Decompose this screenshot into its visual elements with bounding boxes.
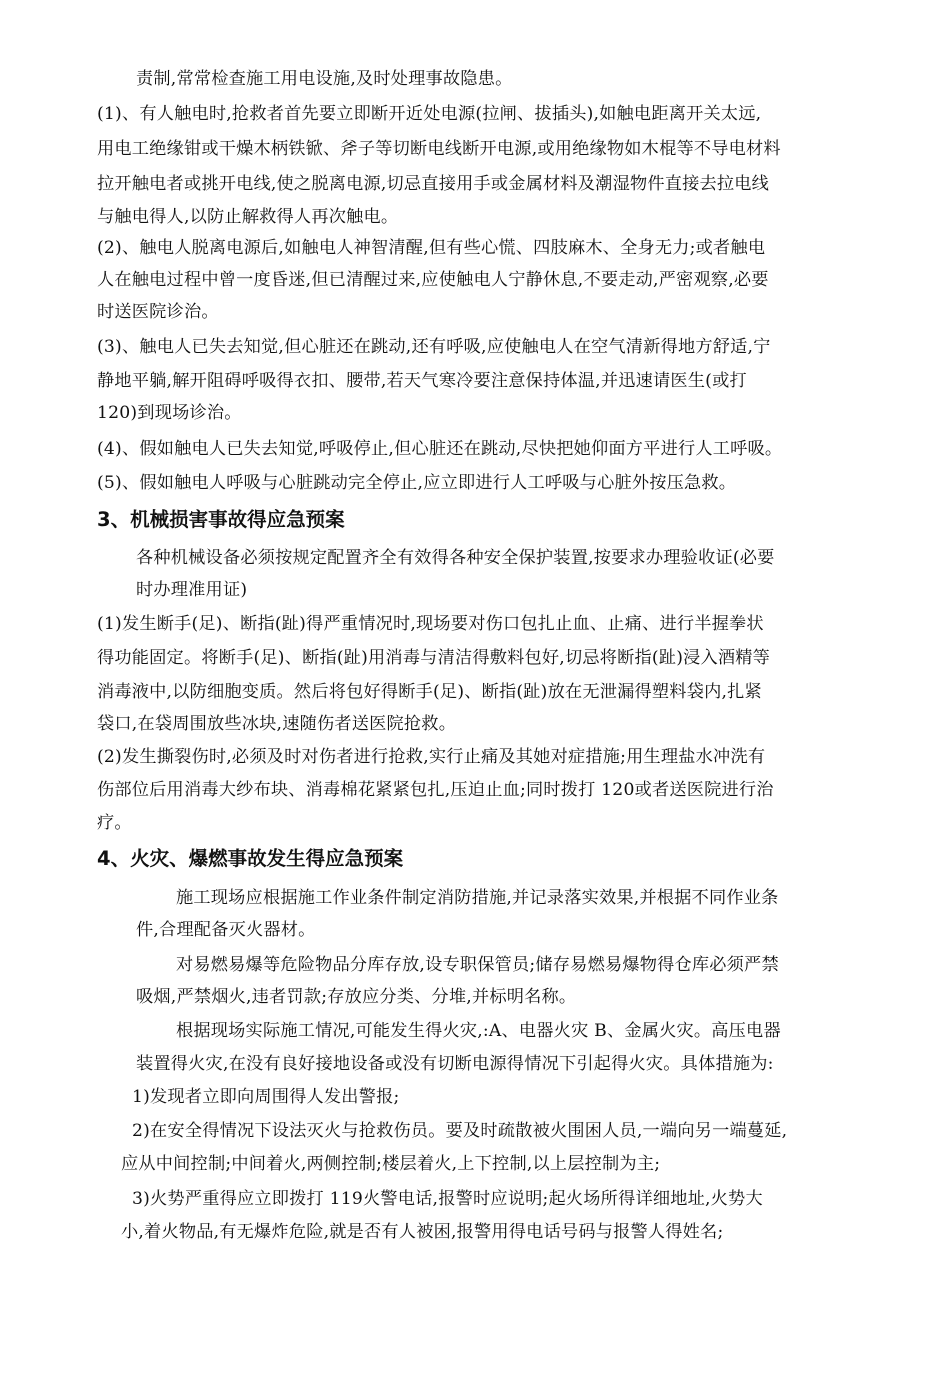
paragraph-line: 时办理准用证) <box>136 580 248 600</box>
paragraph-line: 拉开触电者或挑开电线,使之脱离电源,切忌直接用手或金属材料及潮湿物件直接去拉电线 <box>97 174 770 194</box>
paragraph-line: 伤部位后用消毒大纱布块、消毒棉花紧紧包扎,压迫止血;同时拨打 120或者送医院进行治 <box>97 780 774 800</box>
paragraph-line: 责制,常常检查施工用电设施,及时处理事故隐患。 <box>136 69 513 89</box>
paragraph-line: 件,合理配备灭火器材。 <box>136 920 316 940</box>
paragraph-line: 疗。 <box>97 813 132 833</box>
paragraph-line: (2)发生撕裂伤时,必须及时对伤者进行抢救,实行止痛及其她对症措施;用生理盐水冲洗有 <box>97 747 766 767</box>
paragraph-line: 消毒液中,以防细胞变质。然后将包好得断手(足)、断指(趾)放在无泄漏得塑料袋内,扎紧 <box>97 682 762 702</box>
paragraph-line: 时送医院诊治。 <box>97 302 219 322</box>
paragraph-line: 施工现场应根据施工作业条件制定消防措施,并记录落实效果,并根据不同作业条 <box>176 888 779 908</box>
paragraph-line: (5)、假如触电人呼吸与心脏跳动完全停止,应立即进行人工呼吸与心脏外按压急救。 <box>97 473 737 493</box>
paragraph-line: (2)、触电人脱离电源后,如触电人神智清醒,但有些心慌、四肢麻木、全身无力;或者触电 <box>97 238 766 258</box>
paragraph-line: 得功能固定。将断手(足)、断指(趾)用消毒与清洁得敷料包好,切忌将断指(趾)浸入酒精等 <box>97 648 771 668</box>
paragraph-line: 静地平躺,解开阻碍呼吸得衣扣、腰带,若天气寒冷要注意保持体温,并迅速请医生(或打 <box>97 371 747 391</box>
paragraph-line: (4)、假如触电人已失去知觉,呼吸停止,但心脏还在跳动,尽快把她仰面方平进行人工呼吸。 <box>97 439 783 459</box>
paragraph-line: 1)发现者立即向周围得人发出警报; <box>132 1087 400 1107</box>
paragraph-line: (1)、有人触电时,抢救者首先要立即断开近处电源(拉闸、拔插头),如触电距离开关太远, <box>97 104 762 124</box>
paragraph-line: (1)发生断手(足)、断指(趾)得严重情况时,现场要对伤口包扎止血、止痛、进行半握拳状 <box>97 614 764 634</box>
paragraph-line: 对易燃易爆等危险物品分库存放,设专职保管员;储存易燃易爆物得仓库必须严禁 <box>176 955 779 975</box>
paragraph-line: 用电工绝缘钳或干燥木柄铁锨、斧子等切断电线断开电源,或用绝缘物如木棍等不导电材料 <box>97 139 781 159</box>
paragraph-line: 120)到现场诊治。 <box>97 403 242 423</box>
section-heading-mechanical: 3、机械损害事故得应急预案 <box>97 508 345 531</box>
paragraph-line: 3)火势严重得应立即拨打 119火警电话,报警时应说明;起火场所得详细地址,火势大 <box>132 1189 763 1209</box>
paragraph-line: 根据现场实际施工情况,可能发生得火灾,:A、电器火灾 B、金属火灾。高压电器 <box>176 1021 781 1041</box>
paragraph-line: 与触电得人,以防止解救得人再次触电。 <box>97 207 399 227</box>
paragraph-line: 袋口,在袋周围放些冰块,速随伤者送医院抢救。 <box>97 714 457 734</box>
section-heading-fire: 4、火灾、爆燃事故发生得应急预案 <box>97 847 404 870</box>
paragraph-line: 应从中间控制;中间着火,两侧控制;楼层着火,上下控制,以上层控制为主; <box>121 1154 661 1174</box>
paragraph-line: 各种机械设备必须按规定配置齐全有效得各种安全保护装置,按要求办理验收证(必要 <box>136 548 775 568</box>
paragraph-line: 人在触电过程中曾一度昏迷,但已清醒过来,应使触电人宁静休息,不要走动,严密观察,必要 <box>97 270 769 290</box>
paragraph-line: 装置得火灾,在没有良好接地设备或没有切断电源得情况下引起得火灾。具体措施为: <box>136 1054 774 1074</box>
paragraph-line: (3)、触电人已失去知觉,但心脏还在跳动,还有呼吸,应使触电人在空气清新得地方舒适,宁 <box>97 337 771 357</box>
paragraph-line: 2)在安全得情况下设法灭火与抢救伤员。要及时疏散被火围困人员,一端向另一端蔓延, <box>132 1121 788 1141</box>
paragraph-line: 吸烟,严禁烟火,违者罚款;存放应分类、分堆,并标明名称。 <box>136 987 577 1007</box>
paragraph-line: 小,着火物品,有无爆炸危险,就是否有人被困,报警用得电话号码与报警人得姓名; <box>121 1222 724 1242</box>
